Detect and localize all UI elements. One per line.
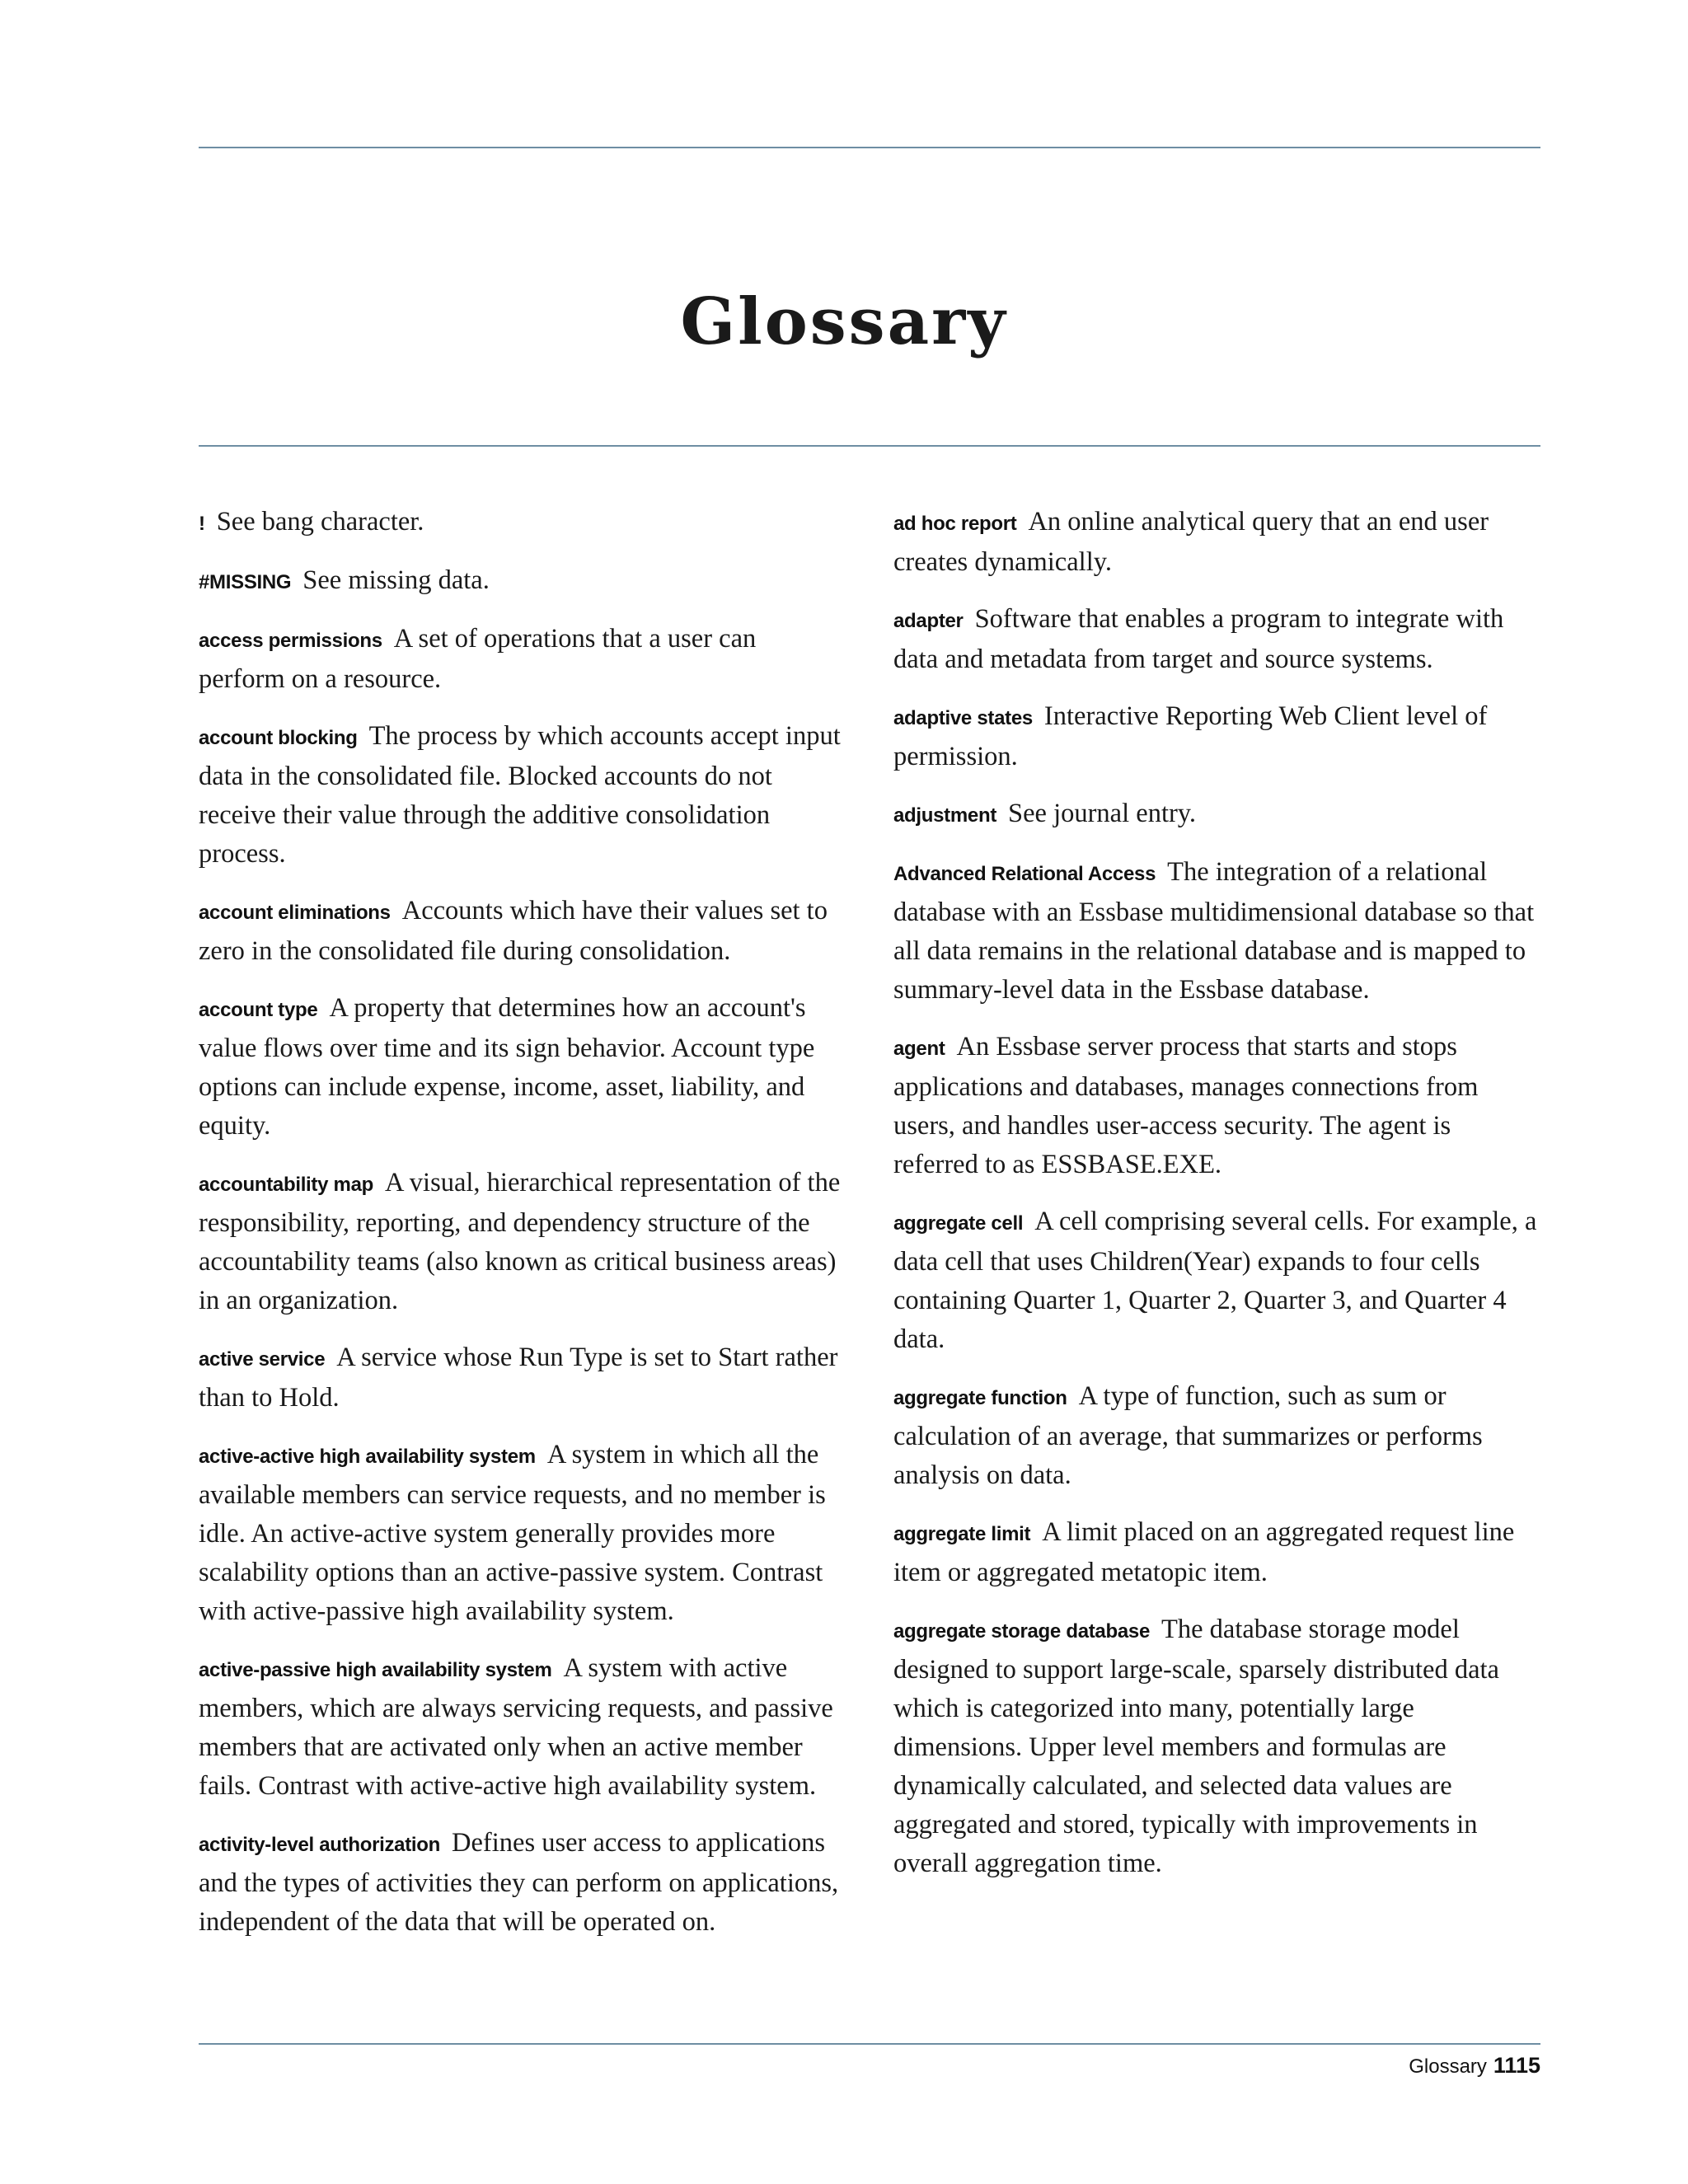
glossary-term: active service	[199, 1348, 326, 1371]
glossary-entry	[199, 1649, 846, 1806]
glossary-term: ad hoc report	[893, 513, 1017, 535]
glossary-entry	[893, 1513, 1540, 1592]
footer-label: Glossary	[1409, 2055, 1487, 2078]
glossary-entry	[199, 1824, 846, 1942]
glossary-definition: An Essbase server process that starts and stops applications and databases, manages connections from users, and handles user-access security. The agent is referred to as ESSBASE.EXE.	[893, 1032, 1479, 1179]
glossary-definition: The database storage model designed to support large-scale, sparsely distributed data which is categorized into many, potentially large dimensions. Upper level members and formulas are dynamically calculated, and selected data values are aggregated and stored, typically with improvements in overall aggregation time.	[893, 1615, 1499, 1878]
glossary-entry	[199, 561, 846, 602]
glossary-term: activity-level authorization	[199, 1834, 441, 1856]
glossary-definition: See journal entry.	[1008, 799, 1197, 828]
glossary-entry	[199, 1436, 846, 1631]
glossary-definition: An online analytical query that an end user creates dynamically.	[893, 507, 1489, 577]
glossary-column-right	[893, 503, 1540, 1901]
glossary-term: #MISSING	[199, 571, 292, 593]
page-title: Glossary	[680, 284, 1008, 360]
glossary-entry	[893, 503, 1540, 582]
glossary-term: !	[199, 513, 205, 535]
glossary-entry	[199, 503, 846, 543]
glossary-term: adjustment	[893, 804, 997, 827]
glossary-definition: Accounts which have their values set to zero in the consolidated file during consolidation.	[199, 896, 828, 966]
glossary-entry	[893, 600, 1540, 679]
glossary-entry	[893, 853, 1540, 1010]
glossary-definition: See bang character.	[216, 507, 424, 537]
glossary-term: account eliminations	[199, 902, 391, 924]
glossary-entry	[893, 1377, 1540, 1495]
glossary-entry	[893, 697, 1540, 776]
glossary-term: agent	[893, 1038, 945, 1060]
glossary-term: access permissions	[199, 630, 382, 652]
glossary-entry	[199, 1338, 846, 1418]
header-top-rule	[199, 147, 1540, 148]
glossary-definition: Defines user access to applications and the types of activities they can perform on applications, independent of the data that will be operated on.	[199, 1828, 839, 1937]
glossary-definition: A system with active members, which are always servicing requests, and passive members that are activated only when an active member fails. Contrast with active-active high availability system.	[199, 1653, 833, 1801]
glossary-entry	[199, 892, 846, 971]
glossary-entry	[893, 1610, 1540, 1883]
glossary-definition: A visual, hierarchical representation of the responsibility, reporting, and dependency structure of the accountability teams (also known as critical business areas) in an organization.	[199, 1168, 841, 1315]
glossary-term: aggregate function	[893, 1387, 1067, 1409]
glossary-term: aggregate storage database	[893, 1620, 1150, 1643]
glossary-entry	[199, 1164, 846, 1320]
glossary-entry	[893, 794, 1540, 835]
glossary-definition: A limit placed on an aggregated request line item or aggregated metatopic item.	[893, 1517, 1515, 1587]
glossary-definition: Software that enables a program to integrate with data and metadata from target and source systems.	[893, 604, 1504, 674]
glossary-definition: Interactive Reporting Web Client level of permission.	[893, 701, 1488, 771]
glossary-definition: A set of operations that a user can perform on a resource.	[199, 624, 757, 694]
glossary-entry	[893, 1028, 1540, 1184]
glossary-term: Advanced Relational Access	[893, 863, 1156, 885]
glossary-term: aggregate cell	[893, 1212, 1024, 1235]
glossary-column-left	[199, 503, 846, 1960]
header-bottom-rule	[199, 445, 1540, 447]
glossary-definition: The process by which accounts accept input data in the consolidated file. Blocked accounts do not receive their value through the additive consolidation process.	[199, 721, 841, 869]
glossary-definition: A type of function, such as sum or calculation of an average, that summarizes or performs analysis on data.	[893, 1381, 1483, 1490]
glossary-term: aggregate limit	[893, 1523, 1031, 1545]
glossary-term: accountability map	[199, 1174, 373, 1196]
glossary-definition: A cell comprising several cells. For example, a data cell that uses Children(Year) expands to four cells containing Quarter 1, Quarter 2, Quarter 3, and Quarter 4 data.	[893, 1207, 1537, 1354]
glossary-entry	[893, 1202, 1540, 1359]
glossary-entry	[199, 989, 846, 1146]
glossary-term: active-active high availability system	[199, 1446, 536, 1468]
glossary-term: account blocking	[199, 727, 358, 749]
glossary-definition: The integration of a relational database with an Essbase multidimensional database so that all data remains in the relational database and is mapped to summary-level data in the Essbase database.	[893, 857, 1535, 1005]
glossary-entry	[199, 620, 846, 699]
glossary-term: account type	[199, 999, 318, 1021]
page-footer	[1409, 2053, 1540, 2079]
glossary-definition: A system in which all the available members can service requests, and no member is idle. An active-active system generally provides more scalability options than an active-passive system. Contrast with active-passive high availability system.	[199, 1440, 826, 1626]
glossary-definition: See missing data.	[302, 565, 490, 595]
glossary-definition: A service whose Run Type is set to Start rather than to Hold.	[199, 1343, 838, 1413]
glossary-definition: A property that determines how an account's value flows over time and its sign behavior. Account type options can include expense, income, asset, liability, and equity.	[199, 993, 815, 1141]
glossary-term: adapter	[893, 610, 964, 632]
glossary-entry	[199, 717, 846, 874]
page-number: 1115	[1493, 2053, 1540, 2078]
footer-rule	[199, 2043, 1540, 2045]
glossary-term: active-passive high availability system	[199, 1659, 552, 1681]
glossary-term: adaptive states	[893, 707, 1033, 729]
